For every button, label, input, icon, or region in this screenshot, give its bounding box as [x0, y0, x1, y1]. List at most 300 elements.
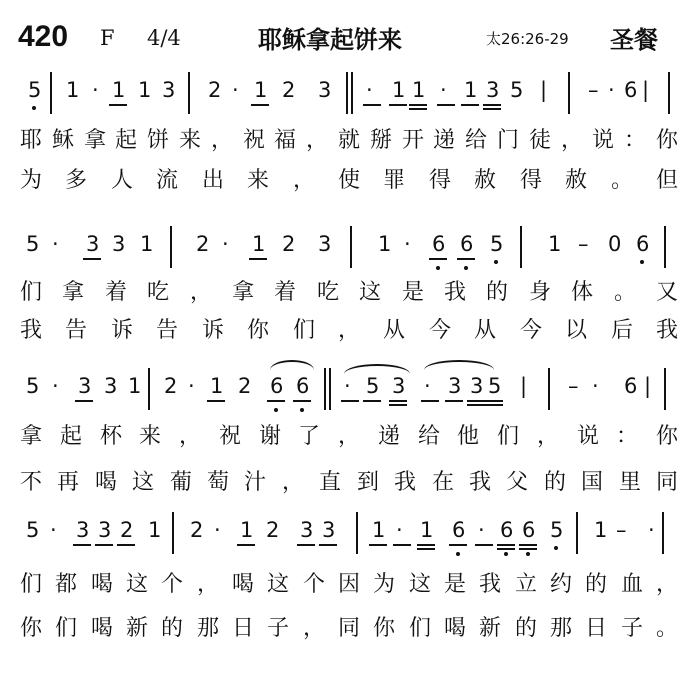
beam-line	[429, 258, 447, 260]
lyric-char: 到	[357, 470, 380, 495]
lyric-char: 这	[359, 280, 382, 305]
beam-line	[483, 104, 501, 106]
note: 1	[378, 232, 392, 256]
note: 6	[500, 518, 514, 542]
note: ·	[478, 518, 485, 542]
lyric-char: 得	[520, 168, 543, 193]
note: ·	[52, 374, 59, 398]
beam-line	[485, 400, 503, 402]
note: 3	[470, 374, 484, 398]
beam-line	[519, 548, 537, 550]
note: 1	[412, 78, 426, 102]
lyric-char: 葡	[170, 470, 193, 495]
beam-line	[73, 544, 91, 546]
octave-dot	[504, 552, 508, 556]
note: 1	[112, 78, 126, 102]
note: 3	[392, 374, 406, 398]
lyric-char: 你	[656, 424, 679, 449]
beam-line	[83, 258, 101, 260]
octave-dot	[300, 408, 304, 412]
note: 0	[608, 232, 622, 256]
beam-line	[393, 544, 411, 546]
beam-line	[293, 400, 311, 402]
bar-line	[148, 368, 150, 410]
lyric-char: 的	[515, 616, 538, 641]
note: –	[616, 518, 627, 542]
beam-line	[497, 548, 515, 550]
lyric-char: 们	[497, 424, 520, 449]
scripture-reference: 太26:26-29	[486, 30, 569, 48]
note: 2	[196, 232, 210, 256]
lyric-char: 那	[197, 616, 220, 641]
lyric-char: 我	[444, 280, 467, 305]
lyric-char: ，	[537, 424, 560, 449]
octave-dot	[494, 260, 498, 264]
lyric-char: 这	[132, 470, 155, 495]
note: 1	[128, 374, 142, 398]
note: 2	[208, 78, 222, 102]
bar-line	[576, 512, 578, 554]
beam-line	[267, 400, 285, 402]
lyric-char: 就	[338, 128, 361, 153]
lyric-char: 同	[656, 470, 679, 495]
time-signature: 4/4	[147, 26, 181, 50]
note: ·	[592, 374, 599, 398]
lyric-char: ，	[656, 572, 679, 597]
lyric-char: 。	[611, 168, 634, 193]
note: 6	[624, 374, 638, 398]
lyric-char: 喝	[95, 470, 118, 495]
beam-line	[497, 544, 515, 546]
key-signature: F	[100, 26, 115, 50]
octave-dot	[554, 546, 558, 550]
lyric-char: 血	[621, 572, 644, 597]
note: 5	[366, 374, 380, 398]
lyric-char: 里	[619, 470, 642, 495]
lyric-char: 来	[179, 128, 202, 153]
lyric-char: 从	[474, 318, 497, 343]
lyric-char: 他	[457, 424, 480, 449]
bar-line	[668, 72, 670, 114]
lyric-char: 又	[656, 280, 679, 305]
lyric-line	[0, 616, 700, 646]
beam-line	[369, 544, 387, 546]
lyric-char: 杯	[100, 424, 123, 449]
lyric-line	[0, 168, 700, 198]
note: 1	[254, 78, 268, 102]
lyric-char: 祝	[243, 128, 266, 153]
beam-line	[421, 400, 439, 402]
lyric-char: 是	[444, 572, 467, 597]
note: 2	[238, 374, 252, 398]
note: 1	[140, 232, 154, 256]
lyric-char: 徒	[529, 128, 552, 153]
note: 5	[28, 78, 42, 102]
octave-dot	[32, 106, 36, 110]
lyric-char: ，	[306, 128, 329, 153]
note: 5	[26, 232, 40, 256]
lyric-char: 我	[394, 470, 417, 495]
lyric-char: 不	[20, 470, 43, 495]
lyric-char: 父	[506, 470, 529, 495]
lyric-char: 告	[156, 318, 179, 343]
note: ·	[648, 518, 655, 542]
note: |	[520, 374, 528, 398]
lyric-char: 你	[656, 128, 679, 153]
lyric-line	[0, 280, 700, 310]
beam-line	[95, 544, 113, 546]
lyric-char: 拿	[62, 280, 85, 305]
lyric-char: 递	[378, 424, 401, 449]
lyric-char: 你	[20, 616, 43, 641]
lyric-char: 约	[550, 572, 573, 597]
note: 3	[318, 232, 332, 256]
beam-line	[483, 108, 501, 110]
lyric-char: ，	[282, 470, 305, 495]
beam-line	[251, 104, 269, 106]
slur	[344, 364, 410, 374]
lyric-char: 都	[55, 572, 78, 597]
note: 5	[550, 518, 564, 542]
note: 5	[490, 232, 504, 256]
lyric-char: 我	[469, 470, 492, 495]
lyric-char: 我	[479, 572, 502, 597]
lyric-char: 来	[139, 424, 162, 449]
note: –	[578, 232, 589, 256]
lyric-char: 国	[581, 470, 604, 495]
lyric-char: 掰	[370, 128, 393, 153]
note: 1	[252, 232, 266, 256]
lyric-char: 为	[373, 572, 396, 597]
note: 1	[138, 78, 152, 102]
note: ·	[232, 78, 239, 102]
note: ·	[188, 374, 195, 398]
beam-line	[207, 400, 225, 402]
lyric-char: 来	[247, 168, 270, 193]
note: 6	[636, 232, 650, 256]
lyric-char: 着	[105, 280, 128, 305]
lyric-char: 的	[161, 616, 184, 641]
lyric-char: 们	[55, 616, 78, 641]
lyric-char: 福	[274, 128, 297, 153]
lyric-char: 说	[592, 128, 615, 153]
beam-line	[237, 544, 255, 546]
lyric-char: 赦	[565, 168, 588, 193]
beam-line	[437, 104, 455, 106]
note: |	[540, 78, 548, 102]
lyric-char: 新	[126, 616, 149, 641]
beam-line	[117, 544, 135, 546]
lyric-char: 罪	[383, 168, 406, 193]
note: ·	[396, 518, 403, 542]
lyric-char: 谢	[259, 424, 282, 449]
lyric-char: 子	[621, 616, 644, 641]
lyric-char: 多	[65, 168, 88, 193]
lyric-char: 耶	[20, 128, 43, 153]
lyric-char: 。	[656, 616, 679, 641]
lyric-char: 告	[65, 318, 88, 343]
lyric-char: 拿	[232, 280, 255, 305]
lyric-char: 诉	[202, 318, 225, 343]
lyric-char: 新	[479, 616, 502, 641]
beam-line	[341, 400, 359, 402]
lyric-char: 子	[267, 616, 290, 641]
beam-line	[467, 400, 485, 402]
lyric-char: 拿	[84, 128, 107, 153]
bar-line	[50, 72, 52, 114]
beam-line	[467, 404, 485, 406]
lyric-char: 那	[550, 616, 573, 641]
note: –	[588, 78, 599, 102]
lyric-char: 出	[202, 168, 225, 193]
note: 3	[300, 518, 314, 542]
lyric-char: ，	[197, 572, 220, 597]
note: 3	[104, 374, 118, 398]
lyric-line	[0, 318, 700, 348]
note: 1	[594, 518, 608, 542]
lyric-char: 祝	[219, 424, 242, 449]
note: 1	[148, 518, 162, 542]
bar-line	[356, 512, 358, 554]
lyric-char: ：	[616, 424, 639, 449]
note: 6	[624, 78, 638, 102]
note: 6	[522, 518, 536, 542]
lyric-char: 在	[432, 470, 455, 495]
lyric-char: 稣	[52, 128, 75, 153]
lyric-char: ，	[179, 424, 202, 449]
note: 1	[66, 78, 80, 102]
lyric-char: 我	[656, 318, 679, 343]
lyric-char: ，	[338, 424, 361, 449]
note: 2	[266, 518, 280, 542]
lyric-char: ，	[293, 168, 316, 193]
note: 6	[296, 374, 310, 398]
lyric-char: ，	[190, 280, 213, 305]
lyric-char: 们	[20, 572, 43, 597]
lyric-char: 起	[115, 128, 138, 153]
hymn-title: 耶稣拿起饼来	[258, 26, 402, 54]
lyric-char: 门	[497, 128, 520, 153]
bar-line	[568, 72, 570, 114]
lyric-char: 们	[20, 280, 43, 305]
octave-dot	[526, 552, 530, 556]
note: 6	[452, 518, 466, 542]
lyric-char: 使	[338, 168, 361, 193]
bar-line	[350, 226, 352, 268]
lyric-char: ，	[561, 128, 584, 153]
note: 1	[464, 78, 478, 102]
beam-line	[449, 544, 467, 546]
beam-line	[363, 104, 381, 106]
beam-line	[109, 104, 127, 106]
lyric-line	[0, 424, 700, 454]
lyric-char: 同	[338, 616, 361, 641]
lyric-char: 体	[571, 280, 594, 305]
lyric-char: 我	[20, 318, 43, 343]
bar-line	[662, 512, 664, 554]
lyric-char: 这	[267, 572, 290, 597]
beam-line	[75, 400, 93, 402]
lyric-char: 拿	[20, 424, 43, 449]
note: 6	[270, 374, 284, 398]
note: ·	[440, 78, 447, 102]
bar-line	[324, 368, 326, 410]
lyric-char: 这	[126, 572, 149, 597]
lyric-char: 后	[611, 318, 634, 343]
lyric-char: 递	[433, 128, 456, 153]
lyric-char: 们	[409, 616, 432, 641]
lyric-char: ：	[624, 128, 647, 153]
note: 6	[432, 232, 446, 256]
beam-line	[417, 544, 435, 546]
lyric-char: 的	[585, 572, 608, 597]
lyric-char: 萄	[207, 470, 230, 495]
hymn-number: 420	[18, 20, 69, 53]
bar-line	[548, 368, 550, 410]
lyric-char: 日	[232, 616, 255, 641]
lyric-char: 赦	[474, 168, 497, 193]
bar-line	[351, 72, 353, 114]
note: 3	[98, 518, 112, 542]
note: ·	[50, 518, 57, 542]
beam-line	[461, 104, 479, 106]
lyric-char: 立	[515, 572, 538, 597]
lyric-char: 喝	[444, 616, 467, 641]
lyric-char: 着	[274, 280, 297, 305]
beam-line	[409, 104, 427, 106]
note: 1	[548, 232, 562, 256]
note: 5	[488, 374, 502, 398]
lyric-char: 起	[60, 424, 83, 449]
lyric-char: 开	[402, 128, 425, 153]
bar-line	[346, 72, 348, 114]
lyric-char: 饼	[147, 128, 170, 153]
lyric-line	[0, 128, 700, 158]
lyric-char: 身	[529, 280, 552, 305]
beam-line	[389, 104, 407, 106]
note: ·	[52, 232, 59, 256]
note: 3	[78, 374, 92, 398]
bar-line	[170, 226, 172, 268]
note: 2	[282, 78, 296, 102]
beam-line	[519, 544, 537, 546]
lyric-char: 吃	[317, 280, 340, 305]
note: 3	[86, 232, 100, 256]
bar-line	[664, 226, 666, 268]
lyric-char: ，	[211, 128, 234, 153]
note: ·	[366, 78, 373, 102]
lyric-char: 们	[293, 318, 316, 343]
lyric-char: 得	[429, 168, 452, 193]
note: 1	[392, 78, 406, 102]
note: 5	[510, 78, 524, 102]
bar-line	[520, 226, 522, 268]
lyric-char: 但	[656, 168, 679, 193]
lyric-char: 流	[156, 168, 179, 193]
lyric-char: 你	[373, 616, 396, 641]
bar-line	[188, 72, 190, 114]
lyric-char: 为	[20, 168, 43, 193]
slur	[270, 360, 314, 370]
note: 3	[318, 78, 332, 102]
bar-line	[172, 512, 174, 554]
note: –	[568, 374, 579, 398]
lyric-char: 喝	[91, 616, 114, 641]
note: 1	[420, 518, 434, 542]
lyric-char: 直	[319, 470, 342, 495]
note: 6	[460, 232, 474, 256]
lyric-char: 这	[409, 572, 432, 597]
octave-dot	[274, 408, 278, 412]
note: 5	[26, 518, 40, 542]
lyric-char: ，	[338, 318, 361, 343]
note: ·	[608, 78, 615, 102]
beam-line	[363, 400, 381, 402]
octave-dot	[456, 552, 460, 556]
note: 3	[76, 518, 90, 542]
note: 2	[164, 374, 178, 398]
lyric-char: 说	[577, 424, 600, 449]
beam-line	[297, 544, 315, 546]
hymn-category: 圣餐	[610, 26, 658, 54]
lyric-char: 给	[418, 424, 441, 449]
lyric-char: 的	[486, 280, 509, 305]
note: 3	[322, 518, 336, 542]
beam-line	[249, 258, 267, 260]
lyric-char: 吃	[147, 280, 170, 305]
note: |	[644, 374, 652, 398]
lyric-char: 以	[565, 318, 588, 343]
slur	[424, 360, 494, 370]
lyric-char: 日	[585, 616, 608, 641]
bar-line	[664, 368, 666, 410]
note: ·	[344, 374, 351, 398]
note: ·	[214, 518, 221, 542]
beam-line	[475, 544, 493, 546]
beam-line	[389, 404, 407, 406]
beam-line	[485, 404, 503, 406]
note: 3	[112, 232, 126, 256]
beam-line	[319, 544, 337, 546]
note: ·	[404, 232, 411, 256]
lyric-char: 人	[111, 168, 134, 193]
lyric-char: 给	[465, 128, 488, 153]
note: 3	[486, 78, 500, 102]
note: |	[642, 78, 650, 102]
note: 2	[282, 232, 296, 256]
note: 1	[372, 518, 386, 542]
lyric-char: 喝	[91, 572, 114, 597]
lyric-char: 了	[298, 424, 321, 449]
beam-line	[389, 400, 407, 402]
lyric-char: 你	[247, 318, 270, 343]
lyric-line	[0, 470, 700, 500]
lyric-char: 个	[303, 572, 326, 597]
octave-dot	[640, 260, 644, 264]
beam-line	[457, 258, 475, 260]
lyric-char: ，	[303, 616, 326, 641]
lyric-char: 从	[383, 318, 406, 343]
note: 5	[26, 374, 40, 398]
octave-dot	[464, 266, 468, 270]
lyric-char: 是	[402, 280, 425, 305]
lyric-line	[0, 572, 700, 602]
lyric-char: 喝	[232, 572, 255, 597]
lyric-char: 。	[614, 280, 637, 305]
note: 1	[240, 518, 254, 542]
note: 2	[190, 518, 204, 542]
note: 1	[210, 374, 224, 398]
